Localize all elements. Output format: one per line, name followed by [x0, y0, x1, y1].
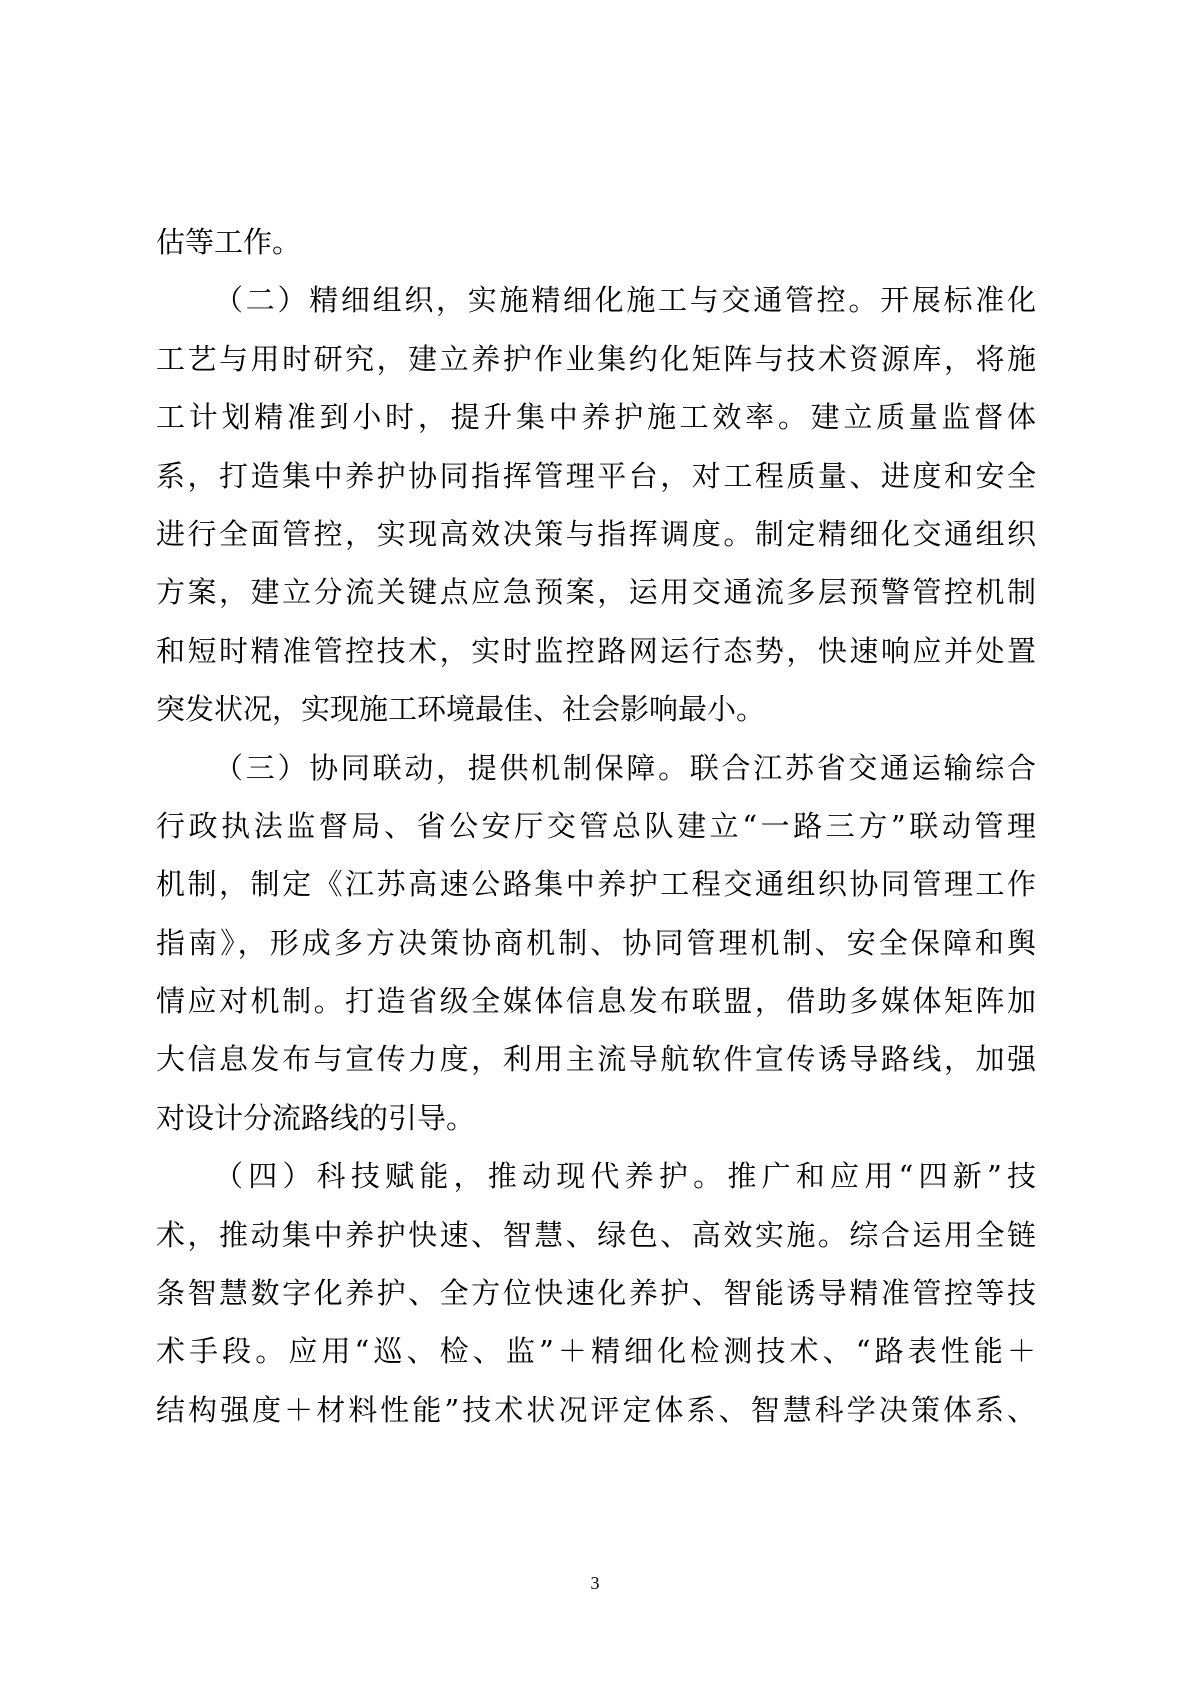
- text-line: 和短时精准管控技术，实时监控路网运行态势，快速响应并处置: [156, 633, 1036, 668]
- page-number: 3: [590, 1573, 600, 1593]
- text-line: 对设计分流路线的引导。: [156, 1100, 476, 1135]
- text-line: 大信息发布与宣传力度，利用主流导航软件宣传诱导路线，加强: [156, 1042, 1036, 1077]
- text-line: 工艺与用时研究，建立养护作业集约化矩阵与技术资源库，将施: [156, 341, 1036, 376]
- text-line: 术，推动集中养护快速、智慧、绿色、高效实施。综合运用全链: [156, 1217, 1036, 1252]
- text-line: （二）精细组织，实施精细化施工与交通管控。开展标准化: [214, 283, 1036, 318]
- text-line: 术手段。应用“巡、检、监”＋精细化检测技术、“路表性能＋: [156, 1334, 1036, 1369]
- text-line: 情应对机制。打造省级全媒体信息发布联盟，借助多媒体矩阵加: [156, 984, 1036, 1019]
- text-line: 条智慧数字化养护、全方位快速化养护、智能诱导精准管控等技: [156, 1276, 1036, 1311]
- text-line: （三）协同联动，提供机制保障。联合江苏省交通运输综合: [214, 750, 1036, 785]
- text-line: 进行全面管控，实现高效决策与指挥调度。制定精细化交通组织: [156, 516, 1036, 551]
- text-line: 系，打造集中养护协同指挥管理平台，对工程质量、进度和安全: [156, 458, 1036, 493]
- text-line: 突发状况，实现施工环境最佳、社会影响最小。: [156, 692, 766, 727]
- text-line: 机制，制定《江苏高速公路集中养护工程交通组织协同管理工作: [156, 867, 1036, 902]
- body-text: [156, 213, 1036, 1439]
- text-line: （四）科技赋能，推动现代养护。推广和应用“四新”技: [214, 1159, 1036, 1194]
- text-line: 结构强度＋材料性能”技术状况评定体系、智慧科学决策体系、: [156, 1392, 1036, 1427]
- text-line: 指南》，形成多方决策协商机制、协同管理机制、安全保障和舆: [156, 925, 1036, 960]
- text-line: 工计划精准到小时，提升集中养护施工效率。建立质量监督体: [156, 400, 1036, 435]
- text-line: 方案，建立分流关键点应急预案，运用交通流多层预警管控机制: [156, 575, 1036, 610]
- text-line: 行政执法监督局、省公安厅交管总队建立“一路三方”联动管理: [156, 808, 1036, 843]
- text-line: 估等工作。: [156, 225, 302, 259]
